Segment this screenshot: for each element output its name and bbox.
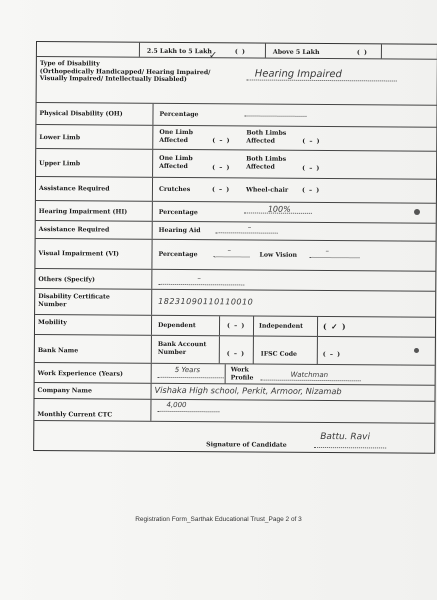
hearing-aid-label: Hearing Aid — [158, 226, 201, 235]
low-vision-label: Low Vision — [259, 251, 298, 259]
physical-disability-row — [36, 102, 436, 127]
income-option-2-box[interactable]: ( ) — [356, 49, 368, 57]
scan-spot — [414, 348, 419, 353]
wheelchair-box[interactable]: ( – ) — [301, 186, 321, 194]
hearing-aid-value[interactable]: – — [247, 223, 252, 232]
mobility-row — [35, 314, 435, 337]
disability-type-value[interactable]: Hearing Impaired — [254, 68, 342, 81]
ifsc-label: IFSC Code — [260, 350, 297, 358]
mobility-label: Mobility — [38, 319, 67, 327]
assistance-row — [36, 176, 436, 203]
company-label: Company Name — [37, 387, 92, 395]
certificate-row — [35, 288, 435, 317]
disability-type-label: Type of Disability (Orthopedically Handicapped/ Hearing Impaired/ Visually Impaired/ Intellectually Disabled) — [39, 60, 211, 84]
lower-limb-row — [36, 124, 436, 151]
certificate-label: Disability Certificate Number — [38, 293, 110, 308]
others-value[interactable]: – — [197, 274, 201, 283]
lower-one-limb-box[interactable]: ( – ) — [212, 137, 231, 145]
physical-percentage-label: Percentage — [159, 110, 199, 119]
others-row — [35, 268, 435, 291]
signature-value[interactable]: Battu. Ravi — [320, 431, 371, 443]
dependent-label: Dependent — [157, 321, 196, 330]
experience-value[interactable]: 5 Years — [174, 365, 201, 375]
crutches-box[interactable]: ( – ) — [211, 186, 231, 194]
independent-box[interactable]: ( ✓ ) — [322, 322, 347, 332]
page-footer: Registration Form_Sarthak Educational Trust_Page 2 of 3 — [135, 516, 302, 523]
upper-one-limb-box[interactable]: ( – ) — [212, 164, 231, 172]
visual-percentage-label: Percentage — [158, 250, 198, 259]
assistance-2-label: Assistance Required — [38, 226, 110, 234]
ctc-value[interactable]: 4,000 — [166, 400, 187, 410]
company-value[interactable]: Vishaka High school, Perkit, Armoor, Nizamab — [154, 384, 342, 397]
income-option-1-box[interactable]: ( ) — [234, 48, 246, 56]
registration-form-table — [33, 41, 437, 454]
income-option-1: 2.5 Lakh to 5 Lakh — [146, 47, 212, 56]
work-profile-value[interactable]: Watchman — [290, 370, 329, 380]
ifsc-box[interactable]: ( – ) — [322, 351, 342, 359]
crutches-label: Crutches — [158, 185, 191, 194]
bank-account-box[interactable]: ( – ) — [226, 350, 246, 358]
lower-limb-label: Lower Limb — [39, 134, 81, 142]
physical-percentage-field[interactable] — [244, 108, 306, 116]
experience-label: Work Experience (Years) — [37, 370, 123, 378]
checkmark-icon: ✓ — [208, 50, 218, 62]
work-profile-label: Work Profile — [230, 366, 254, 382]
hearing-percentage-value[interactable]: 100% — [267, 204, 291, 214]
assistance-label: Assistance Required — [38, 185, 110, 193]
hearing-percentage-label: Percentage — [158, 208, 198, 217]
lower-both-limbs-label: Both Limbs Affected — [246, 129, 287, 145]
low-vision-value[interactable]: – — [325, 247, 330, 256]
lower-both-limbs-box[interactable]: ( – ) — [302, 137, 321, 145]
upper-limb-label: Upper Limb — [39, 160, 81, 168]
wheelchair-label: Wheel-chair — [245, 186, 289, 194]
hearing-impairment-label: Hearing Impairment (HI) — [38, 208, 128, 216]
lower-one-limb-label: One Limb Affected — [159, 128, 193, 144]
upper-both-limbs-label: Both Limbs Affected — [246, 155, 287, 171]
upper-limb-row — [36, 148, 436, 179]
income-option-2: Above 5 Lakh — [272, 48, 320, 56]
visual-percentage-value[interactable]: – — [227, 246, 232, 255]
hearing-impairment-row — [36, 200, 436, 223]
ctc-row — [34, 398, 434, 423]
dependent-box[interactable]: ( – ) — [226, 322, 246, 330]
bank-row — [35, 334, 435, 365]
visual-impairment-row — [35, 238, 435, 271]
bank-name-label: Bank Name — [37, 347, 79, 355]
experience-row — [35, 362, 435, 385]
visual-impairment-label: Visual Impairment (VI) — [38, 250, 120, 258]
physical-disability-label: Physical Disability (OH) — [39, 110, 123, 118]
ctc-label: Monthly Current CTC — [37, 411, 113, 419]
scan-spot — [414, 209, 420, 215]
independent-label: Independent — [258, 322, 304, 330]
signature-row — [34, 420, 434, 455]
signature-label: Signature of Candidate — [206, 441, 287, 449]
bank-account-label: Bank Account Number — [157, 340, 207, 356]
upper-one-limb-label: One Limb Affected — [159, 154, 193, 170]
others-label: Others (Specify) — [38, 276, 95, 284]
upper-both-limbs-box[interactable]: ( – ) — [302, 164, 321, 172]
certificate-value[interactable]: 18231090110110010 — [158, 296, 254, 307]
